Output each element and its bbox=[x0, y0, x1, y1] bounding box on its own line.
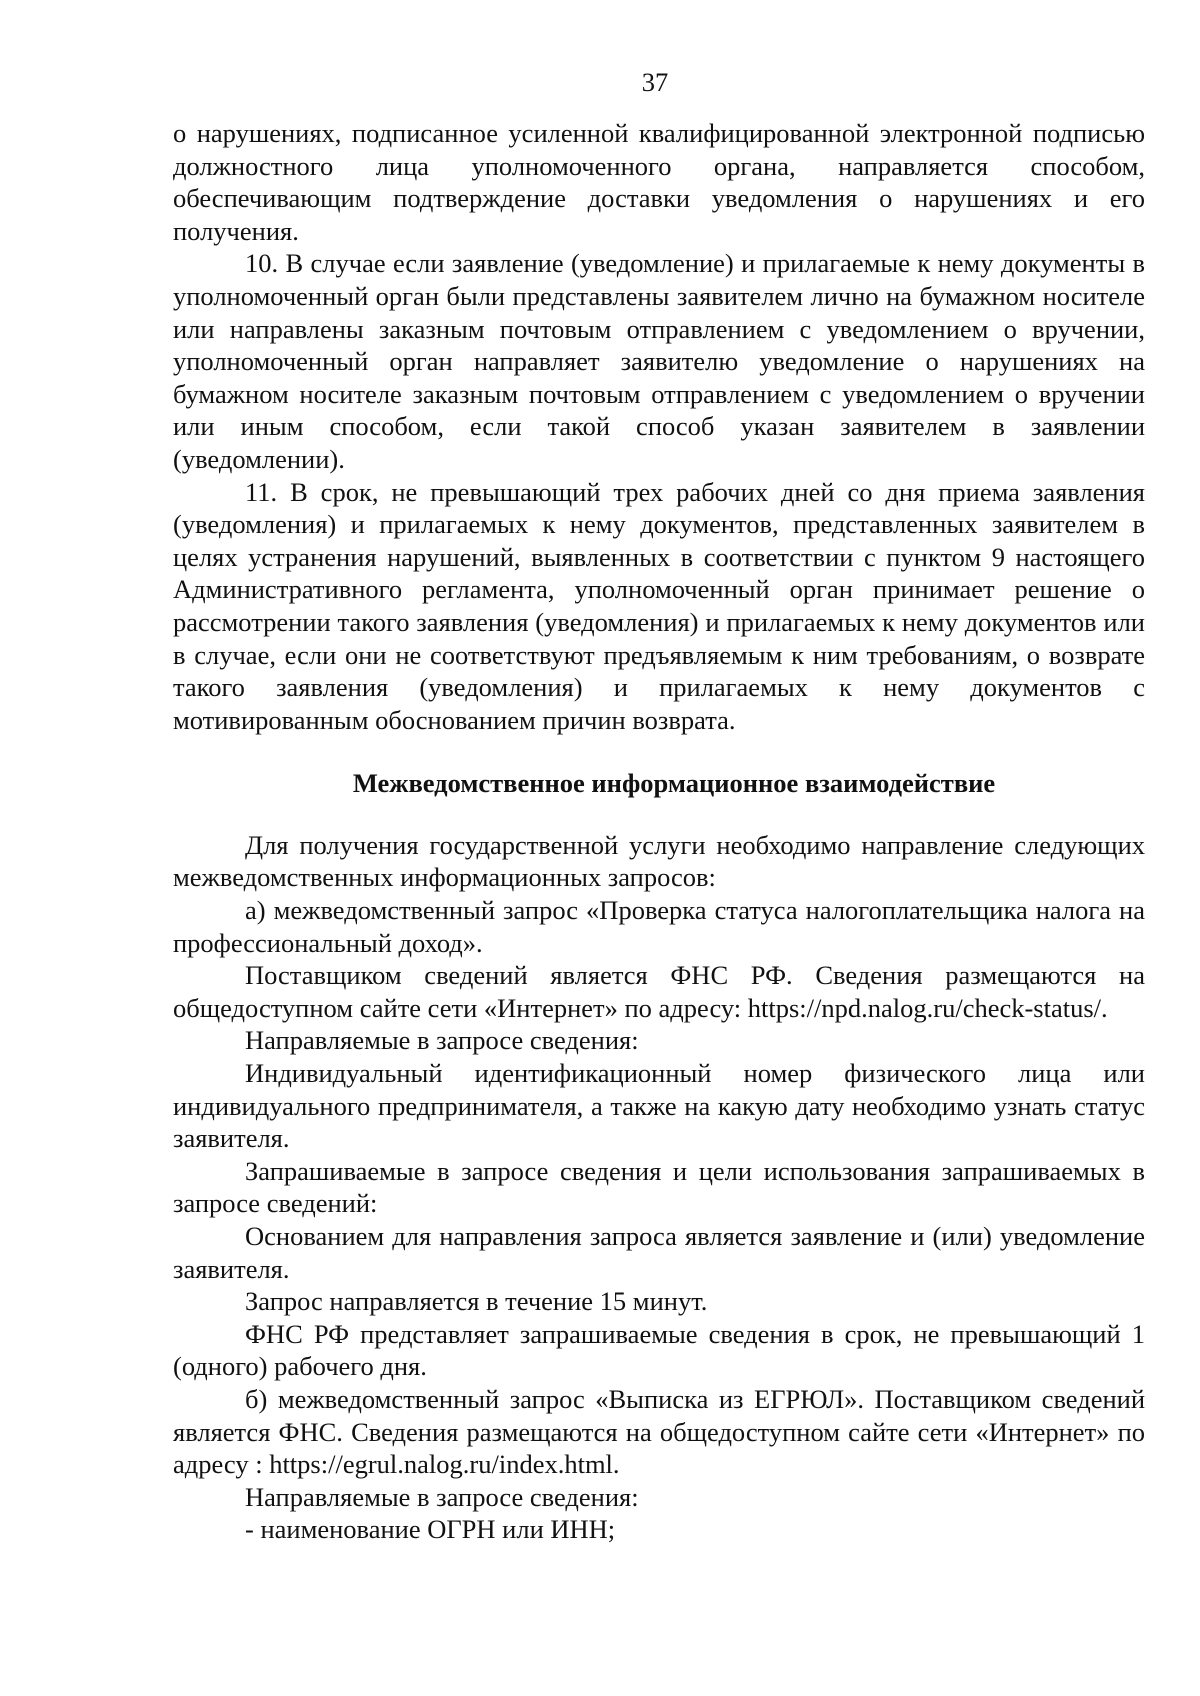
paragraph: Основанием для направления запроса является заявление и (или) уведомление заявителя. bbox=[173, 1221, 1145, 1284]
paragraph-continuation: о нарушениях, подписанное усиленной квалифицированной электронной подписью должностного лица уполномоченного органа, направляется способом, обеспечивающим подтверждение доставки уведомления о нарушениях и его получения. bbox=[173, 118, 1145, 246]
document-body bbox=[173, 117, 1145, 1546]
paragraph: Направляемые в запросе сведения: bbox=[245, 1025, 639, 1056]
section-heading: Межведомственное информационное взаимодействие bbox=[352, 768, 996, 799]
paragraph: ФНС РФ представляет запрашиваемые сведения в срок, не превышающий 1 (одного) рабочего дня. bbox=[173, 1318, 1145, 1382]
paragraph: Для получения государственной услуги необходимо направление следующих межведомственных информационных запросов: bbox=[173, 829, 1145, 893]
page-number: 37 bbox=[641, 67, 669, 97]
paragraph: б) межведомственный запрос «Выписка из ЕГРЮЛ». Поставщиком сведений является ФНС. Сведения размещаются на общедоступном сайте сети «Интернет» по адресу : https://egrul.nalog.ru/index.html. bbox=[173, 1383, 1145, 1480]
paragraph-item-10: 10. В случае если заявление (уведомление) и прилагаемые к нему документы в уполномоченный орган были представлены заявителем лично на бумажном носителе или направлены заказным почтовым отправлением с уведомлением о вручении, уполномоченный орган направляет заявителю уведомление о нарушениях на бумажном носителе заказным почтовым отправлением с уведомлением о вручении или иным способом, если такой способ указан заявителем в заявлении (уведомлении). bbox=[173, 248, 1145, 474]
paragraph: Направляемые в запросе сведения: bbox=[245, 1481, 639, 1512]
paragraph: - наименование ОГРН или ИНН; bbox=[245, 1514, 616, 1545]
paragraph: а) межведомственный запрос «Проверка статуса налогоплательщика налога на профессиональный доход». bbox=[173, 895, 1145, 958]
paragraph: Поставщиком сведений является ФНС РФ. Сведения размещаются на общедоступном сайте сети «Интернет» по адресу: https://npd.nalog.ru/check-status/. bbox=[173, 960, 1145, 1023]
paragraph: Индивидуальный идентификационный номер физического лица или индивидуального предпринимателя, а также на какую дату необходимо узнать статус заявителя. bbox=[173, 1058, 1145, 1154]
paragraph: Запрос направляется в течение 15 минут. bbox=[245, 1286, 708, 1317]
paragraph-item-11: 11. В срок, не превышающий трех рабочих дней со дня приема заявления (уведомления) и прилагаемых к нему документов, представленных заявителем в целях устранения нарушений, выявленных в соответствии с пунктом 9 настоящего Административного регламента, уполномоченный орган принимает решение о рассмотрении такого заявления (уведомления) и прилагаемых к нему документов или в случае, если они не соответствуют предъявляемым к ним требованиям, о возврате такого заявления (уведомления) и прилагаемых к нему документов с мотивированным обоснованием причин возврата. bbox=[173, 476, 1145, 735]
paragraph: Запрашиваемые в запросе сведения и цели использования запрашиваемых в запросе сведений: bbox=[173, 1155, 1145, 1219]
